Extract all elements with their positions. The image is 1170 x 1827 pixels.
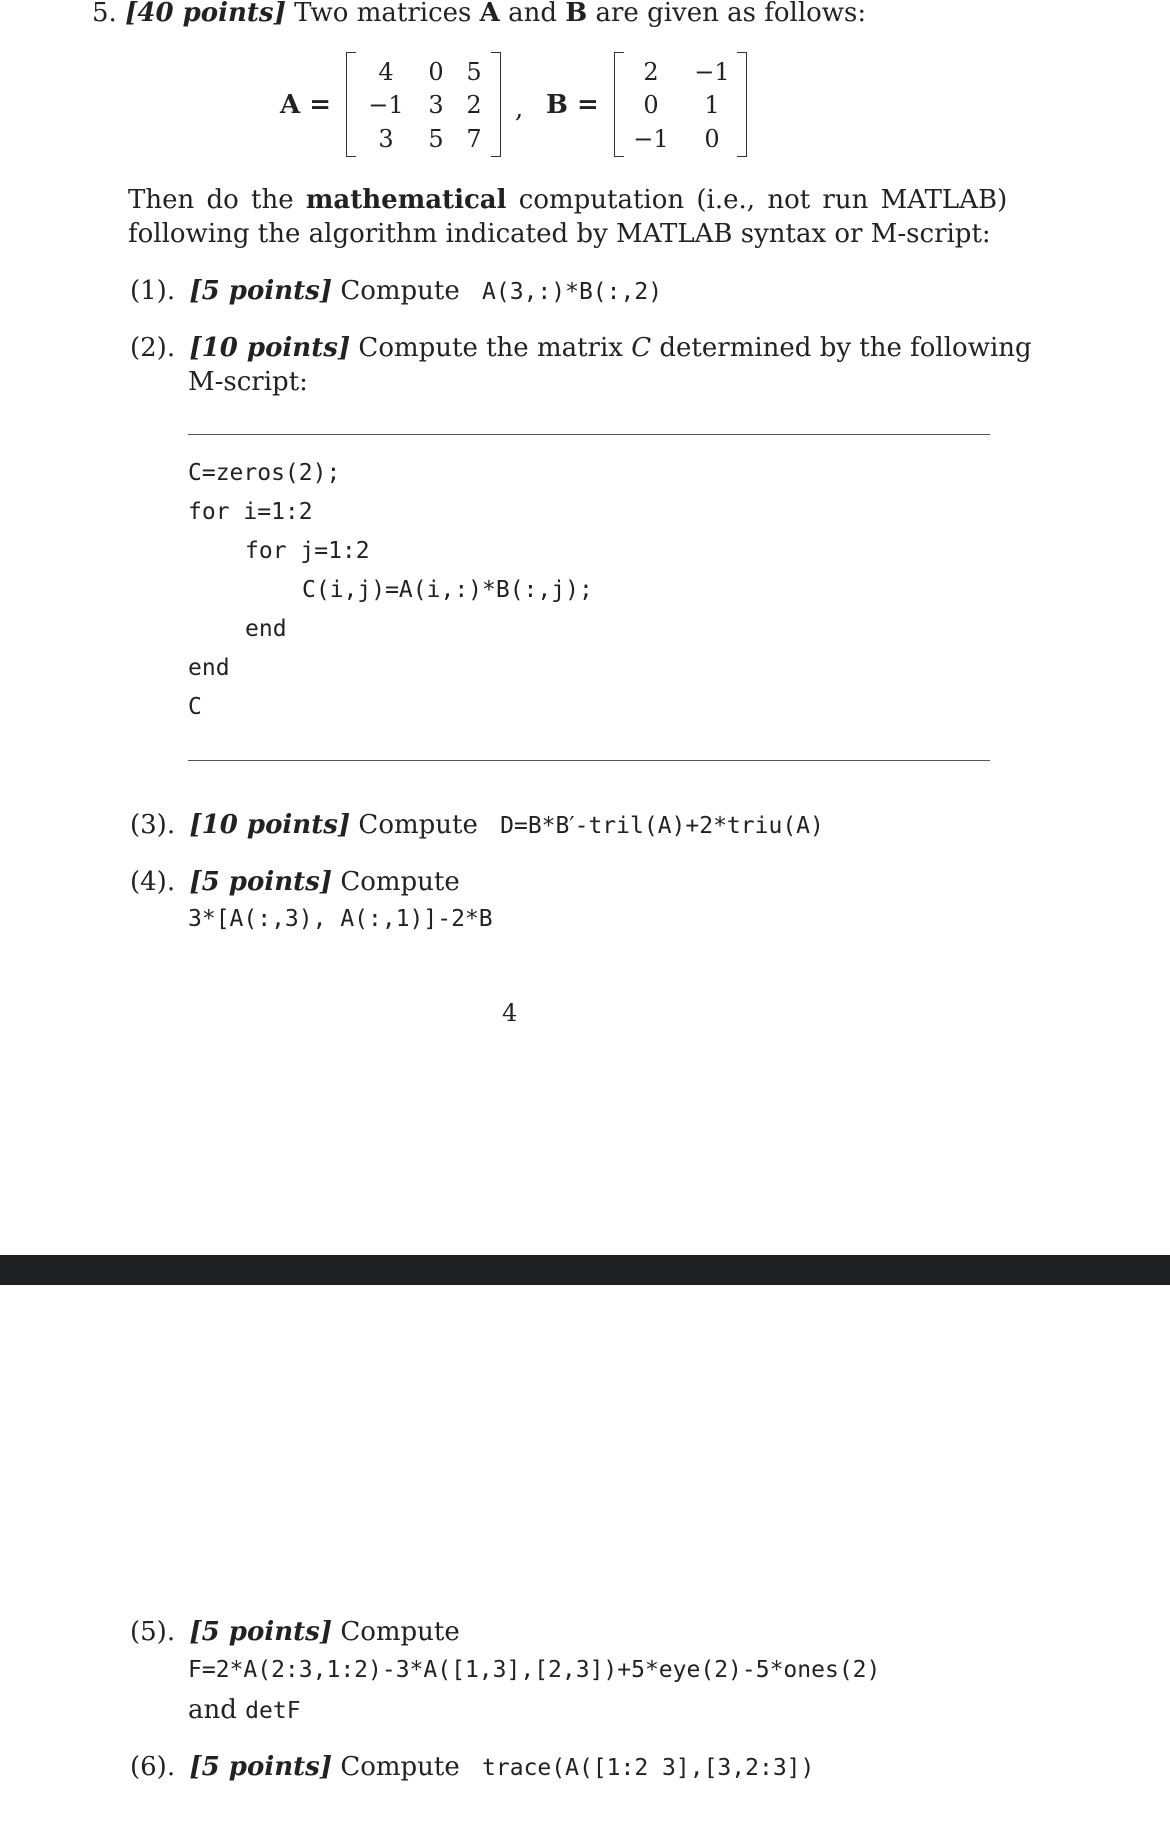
intro-a: A [479,0,500,28]
part-points: [5 points] [189,1752,333,1782]
part-text: and [188,1695,237,1725]
part-label: (5). [130,1617,176,1647]
part-4-code: 3*[A(:,3), A(:,1)]-2*B [188,906,493,932]
matrix-a-cell: 4 [378,58,394,86]
intro-b: B [565,0,588,28]
part-6 [130,1754,814,1780]
part-code-b: -tril(A)+2*triu(A) [574,813,824,839]
part-text: Compute [340,867,460,897]
intro-text-end: are given as follows: [595,0,867,28]
part-code: trace(A([1:2 3],[3,2:3]) [482,1755,815,1781]
part-5 [130,1619,460,1645]
script-top-rule [188,434,990,435]
matrix-a-cell: 5 [428,125,444,153]
part-label: (1). [130,276,176,306]
intro-and: and [508,0,557,28]
matrix-b-cell: 0 [704,125,720,153]
part-points: [5 points] [189,276,333,306]
instructions-text: computation (i.e., not run MATLAB) [518,185,1008,215]
part-points: [10 points] [189,810,351,840]
part-label: (3). [130,810,176,840]
part-code-prime: ′ [569,813,575,839]
intro-text: Two matrices [294,0,472,28]
part-5-code: F=2*A(2:3,1:2)-3*A([1,3],[2,3])+5*eye(2)-5*ones(2) [188,1657,881,1683]
matrix-a-cell: 5 [466,58,482,86]
part-4 [130,869,460,895]
instructions-text: Then do the [128,185,294,215]
matrix-a-cell: −1 [368,91,404,119]
part-points: [5 points] [189,1617,333,1647]
matrix-b-cell: −1 [694,58,730,86]
script-line: for j=1:2 [245,538,370,564]
matrix-a-cell: 3 [378,125,394,153]
matrix-b-cell: −1 [633,125,669,153]
page-number: 4 [502,999,518,1027]
matrix-b-right-bracket [737,52,747,157]
matrix-a-cell: 3 [428,91,444,119]
part-2 [130,335,1032,361]
question-points: [40 points] [125,0,286,28]
question-number: 5. [92,0,117,28]
script-line: C [188,694,202,720]
script-bottom-rule [188,760,990,761]
part-points: [10 points] [189,333,351,363]
part-code: detF [245,1698,301,1724]
instructions-line-1 [128,187,1007,213]
question-header [92,0,866,26]
script-line: end [188,655,230,681]
matrix-a-cell: 0 [428,58,444,86]
part-code [500,813,824,839]
matrix-a-left-bracket [346,52,356,157]
matrix-separator: , [515,94,524,124]
part-text: Compute [340,1752,460,1782]
matrix-a-label: A = [280,90,332,120]
script-line: for i=1:2 [188,499,313,525]
instructions-line-2: following the algorithm indicated by MATLAB syntax or M-script: [128,219,991,249]
part-text: Compute [340,276,460,306]
part-5-and-line [188,1697,301,1723]
part-label: (2). [130,333,176,363]
part-1 [130,278,662,304]
part-text: determined by the following [659,333,1032,363]
script-line: C(i,j)=A(i,:)*B(:,j); [302,577,593,603]
matrix-b-cell: 1 [704,91,720,119]
part-points: [5 points] [189,867,333,897]
part-label: (6). [130,1752,176,1782]
page-separator-band [0,1255,1170,1285]
part-text: Compute the matrix [358,333,623,363]
part-label: (4). [130,867,176,897]
matrix-b-left-bracket [614,52,624,157]
part-code: A(3,:)*B(:,2) [482,279,663,305]
part-text: Compute [340,1617,460,1647]
matrix-b-cell: 0 [643,91,659,119]
part-text: Compute [358,810,478,840]
script-line: end [245,616,287,642]
script-line: C=zeros(2); [188,460,341,486]
matrix-b-label: B = [546,90,599,120]
matrix-b-cell: 2 [643,58,659,86]
matrix-a-cell: 2 [466,91,482,119]
instructions-bold: mathematical [305,185,507,215]
part-2-line-2: M-script: [188,367,308,397]
part-var: C [631,333,652,363]
part-3 [130,812,824,838]
matrix-a-cell: 7 [466,125,482,153]
part-code-a: D=B*B [500,813,570,839]
